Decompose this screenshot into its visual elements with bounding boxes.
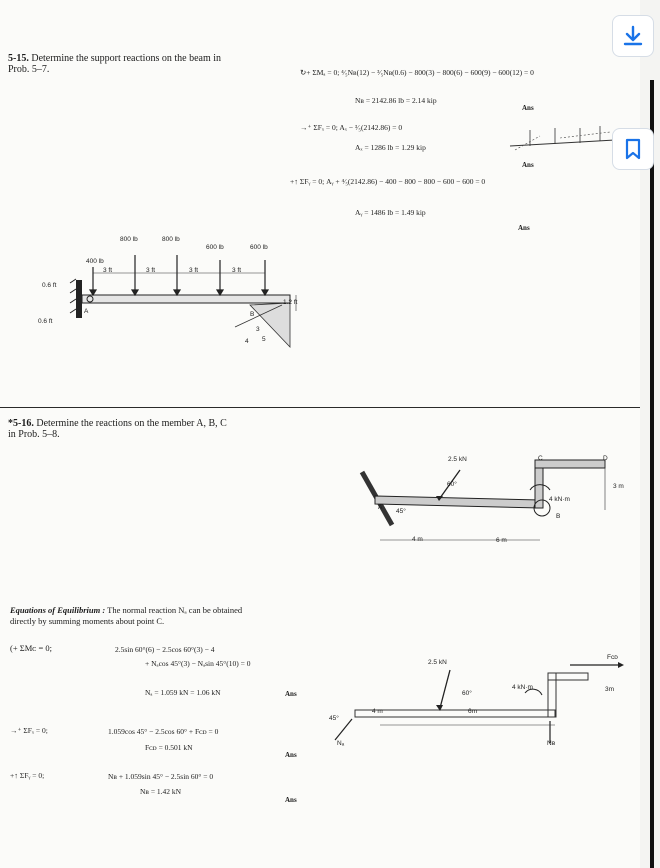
result-na: Nₐ = 1.059 kN = 1.06 kN xyxy=(145,688,221,697)
slope-label: 3 xyxy=(256,326,260,333)
force-x-equation: 1.059cos 45° − 2.5cos 60° + Fᴄᴅ = 0 xyxy=(108,727,219,736)
member-figure-516 xyxy=(350,450,620,560)
moment-c-equation: + Nₐcos 45°(3) − Nₐsin 45°(10) = 0 xyxy=(145,659,251,668)
dimension-label: 3 m xyxy=(613,483,624,490)
problem-516-title-line2: in Prob. 5–8. xyxy=(8,429,60,440)
result-nb: Nʙ = 2142.86 lb = 2.14 kip xyxy=(355,96,437,105)
equation-fx: →⁺ ΣFₓ = 0; Aₓ − ³⁄₅(2142.86) = 0 xyxy=(300,123,403,132)
dimension-label: 6 m xyxy=(496,537,507,544)
small-fbd-diagram xyxy=(500,118,620,158)
beam-figure-515 xyxy=(20,235,320,365)
load-label: 400 lb xyxy=(86,258,104,265)
result-ax: Aₓ = 1286 lb = 1.29 kip xyxy=(355,143,426,152)
result-nb: Nʙ = 1.42 kN xyxy=(140,787,182,796)
bookmark-icon xyxy=(621,137,645,161)
problem-516-title: *5-16. Determine the reactions on the member A, B, C xyxy=(8,418,227,429)
load-label: 800 lb xyxy=(120,236,138,243)
angle-label: 45° xyxy=(329,715,339,722)
result-ay: Aᵧ = 1486 lb = 1.49 kip xyxy=(355,208,426,217)
force-y-equation: Nʙ + 1.059sin 45° − 2.5sin 60° = 0 xyxy=(108,772,214,781)
force-label: 2.5 kN xyxy=(448,456,467,463)
moment-c-label: (+ ΣMᴄ = 0; xyxy=(10,643,52,653)
equilibrium-intro-line2: directly by summing moments about point C. xyxy=(10,616,165,626)
point-label-c: C xyxy=(538,455,543,462)
answer-label: Ans xyxy=(522,104,534,112)
answer-label: Ans xyxy=(518,224,530,232)
spacing-label: 3 ft xyxy=(146,267,156,274)
equilibrium-intro: Equations of Equilibrium : The normal reaction Nₐ can be obtained xyxy=(10,605,243,615)
dimension-label: 1.2 ft xyxy=(283,299,298,306)
bookmark-button[interactable] xyxy=(612,128,654,170)
page-edge xyxy=(650,80,654,868)
dimension-label: 0.6 ft xyxy=(38,318,53,325)
dimension-label: 0.6 ft xyxy=(42,282,57,289)
section-divider xyxy=(0,407,640,408)
point-label-a: A xyxy=(84,308,89,315)
moment-label: 4 kN·m xyxy=(549,496,570,503)
answer-label: Ans xyxy=(285,796,297,804)
point-label-d: D xyxy=(603,455,608,462)
point-label-a: A xyxy=(378,504,383,511)
answer-label: Ans xyxy=(522,161,534,169)
moment-label: 4 kN·m xyxy=(512,684,533,691)
fcd-label: Fᴄᴅ xyxy=(607,654,618,661)
answer-label: Ans xyxy=(285,690,297,698)
download-icon xyxy=(621,24,645,48)
dimension-label: 6m xyxy=(468,708,478,715)
point-label-b: B xyxy=(556,513,561,520)
load-label: 800 lb xyxy=(162,236,180,243)
load-label: 600 lb xyxy=(206,244,224,251)
spacing-label: 3 ft xyxy=(103,267,113,274)
spacing-label: 3 ft xyxy=(232,267,242,274)
answer-label: Ans xyxy=(285,751,297,759)
dimension-label: 3m xyxy=(605,686,615,693)
dimension-label: 4 m xyxy=(412,536,423,543)
equation-moment-a: ↻+ ΣMₐ = 0; ⁴⁄₅Nʙ(12) − ³⁄₅Nʙ(0.6) − 800(3) − 800(6) − 600(9) − 600(12) = 0 xyxy=(300,68,534,77)
angle-label: 45° xyxy=(396,508,406,515)
force-y-label: +↑ ΣFᵧ = 0; xyxy=(10,771,45,780)
result-fcd: Fᴄᴅ = 0.501 kN xyxy=(145,743,193,752)
angle-label: 60° xyxy=(447,481,457,488)
force-x-label: →⁺ ΣFₓ = 0; xyxy=(10,726,48,735)
slope-label: 5 xyxy=(262,336,266,343)
problem-515-title-line2: Prob. 5–7. xyxy=(8,64,50,75)
load-label: 600 lb xyxy=(250,244,268,251)
equation-fy: +↑ ΣFᵧ = 0; Aᵧ + ⁴⁄₅(2142.86) − 400 − 800 − 800 − 600 − 600 = 0 xyxy=(290,177,486,186)
slope-label: 4 xyxy=(245,338,249,345)
dimension-label: 4 m xyxy=(372,708,383,715)
spacing-label: 3 ft xyxy=(189,267,199,274)
angle-label: 60° xyxy=(462,690,472,697)
na-label: Nₐ xyxy=(337,740,345,747)
force-label: 2.5 kN xyxy=(428,659,447,666)
point-label-b: B xyxy=(250,311,255,318)
problem-515-title: 5-15. Determine the support reactions on the beam in xyxy=(8,53,222,64)
nb-label: Nʙ xyxy=(547,740,556,747)
moment-c-equation: 2.5sin 60°(6) − 2.5cos 60°(3) − 4 xyxy=(115,645,215,654)
download-button[interactable] xyxy=(612,15,654,57)
